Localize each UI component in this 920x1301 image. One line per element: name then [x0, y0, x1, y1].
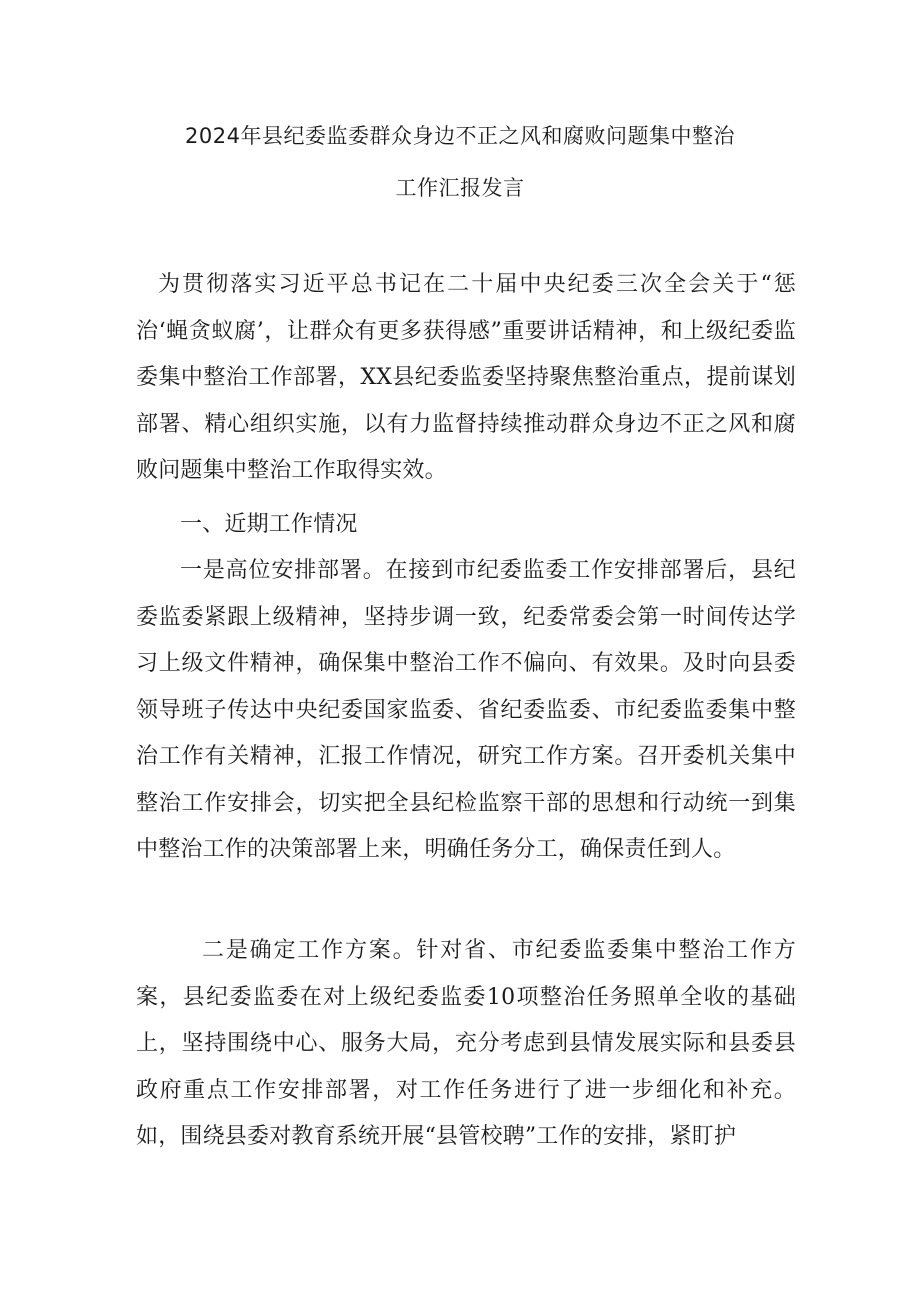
document-title-line-1: 2024年县纪委监委群众身边不正之风和腐败问题集中整治: [185, 124, 735, 148]
paragraph-high-level-arrangement: 一是高位安排部署。在接到市纪委监委工作安排部署后，县纪委监委紧跟上级精神，坚持步调一致，纪委常委会第一时间传达学习上级文件精神，确保集中整治工作不偏向、有效果。及时向县委领导班子传达中央纪委国家监委、省纪委监委、市纪委监委集中整治工作有关精神，汇报工作情况，研究工作方案。召开委机关集中整治工作安排会，切实把全县纪检监察干部的思想和行动统一到集中整治工作的决策部署上来，明确任务分工，确保责任到人。: [136, 558, 796, 862]
paragraph-work-plan: 二是确定工作方案。针对省、市纪委监委集中整治工作方案，县纪委监委在对上级纪委监委10项整治任务照单全收的基础上，坚持围绕中心、服务大局，充分考虑到县情发展实际和县委县政府重点工作安排部署，对工作任务进行了进一步细化和补充。如，围绕县委对教育系统开展“县管校聘”工作的安排，紧盯护: [136, 938, 796, 1149]
intro-paragraph: 为贯彻落实习近平总书记在二十届中央纪委三次全会关于“惩治‘蝇贪蚁腐’，让群众有更多获得感”重要讲话精神，和上级纪委监委集中整治工作部署，XX县纪委监委坚持聚焦整治重点，提前谋划部署、精心组织实施，以有力监督持续推动群众身边不正之风和腐败问题集中整治工作取得实效。: [136, 272, 796, 483]
document-title-line-2: 工作汇报发言: [395, 176, 525, 200]
section-heading-recent-work: 一、近期工作情况: [180, 512, 358, 537]
